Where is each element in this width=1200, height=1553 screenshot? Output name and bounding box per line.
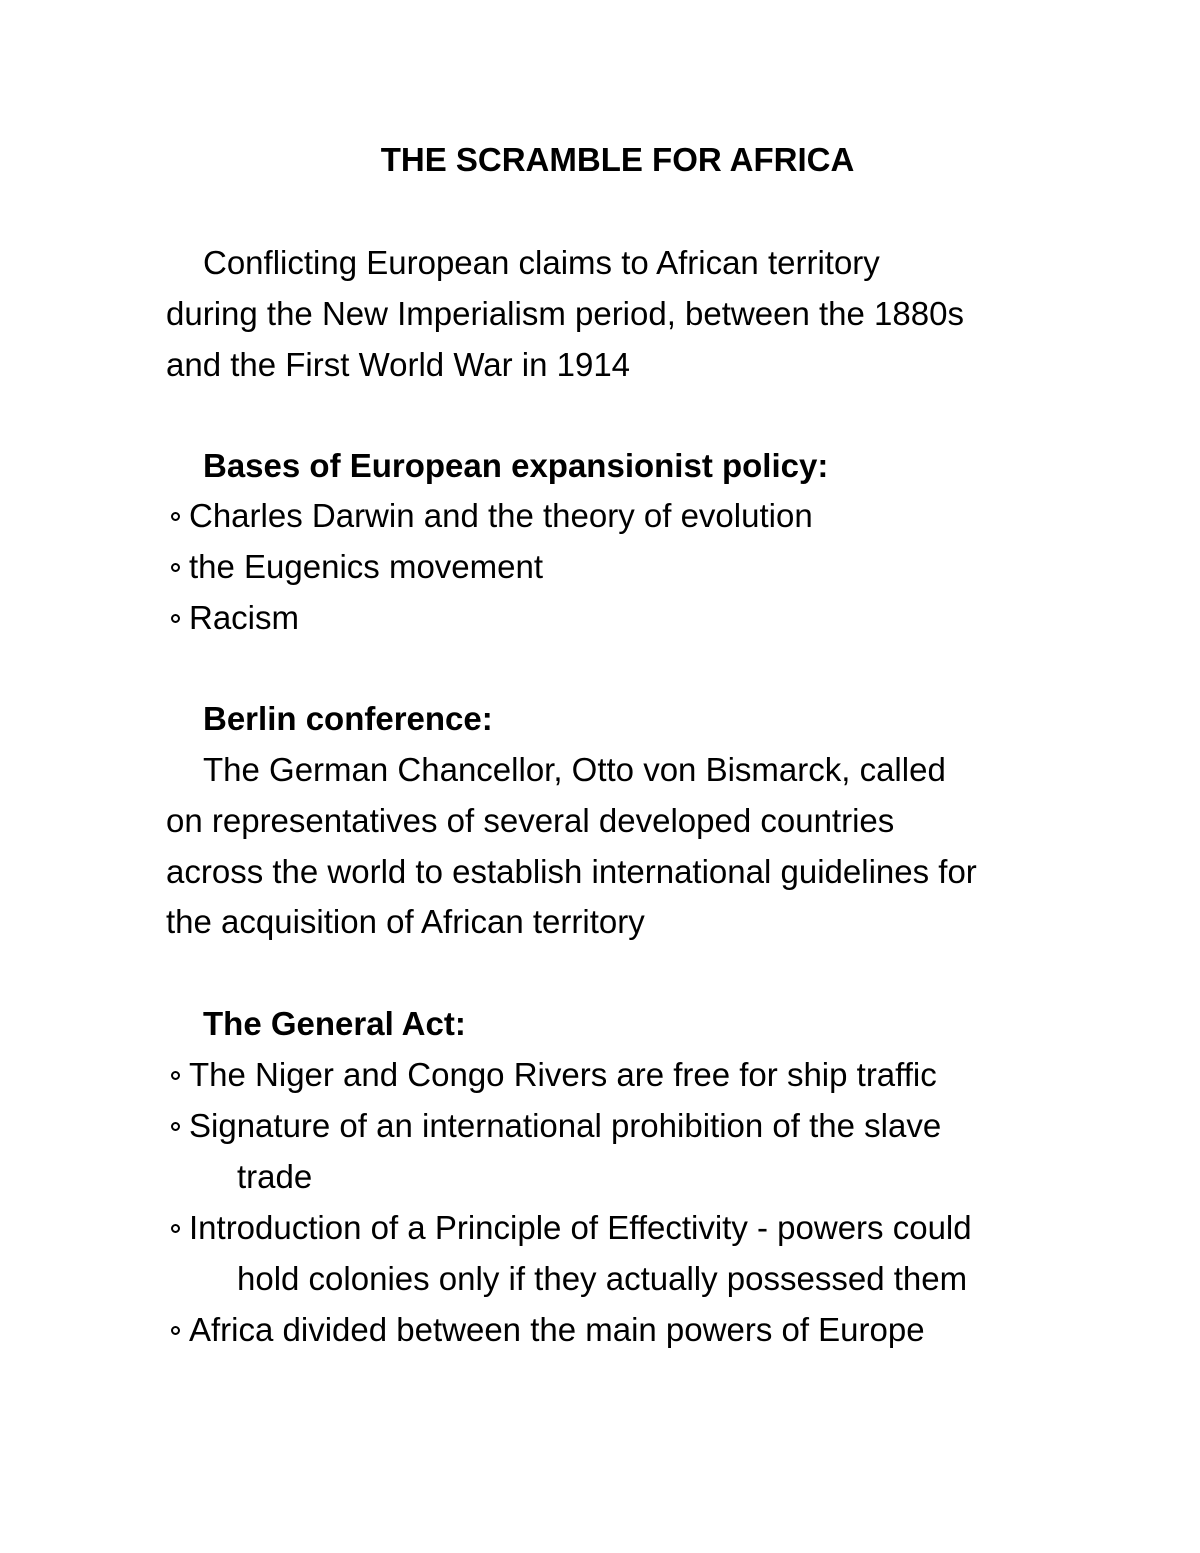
berlin-line-1: The German Chancellor, Otto von Bismarck, called	[203, 751, 946, 788]
intro-line-2: during the New Imperialism period, between the 1880s	[166, 295, 964, 332]
berlin-line-3: across the world to establish international guidelines for	[166, 853, 977, 890]
berlin-heading: Berlin conference:	[203, 700, 493, 737]
intro-line-3: and the First World War in 1914	[166, 346, 631, 383]
general-act-item-3-cont: hold colonies only if they actually possessed them	[237, 1260, 968, 1297]
general-act-item-3: Introduction of a Principle of Effectivity - powers could	[189, 1209, 972, 1246]
bullet-circle-icon	[171, 1224, 180, 1233]
bases-item-1: Charles Darwin and the theory of evolution	[189, 497, 813, 534]
berlin-line-2: on representatives of several developed countries	[166, 802, 895, 839]
bullet-circle-icon	[171, 512, 180, 521]
general-act-item-2-cont: trade	[237, 1158, 313, 1195]
general-act-item-4: Africa divided between the main powers of Europe	[189, 1311, 925, 1348]
bases-item-3: Racism	[189, 599, 300, 636]
bullet-circle-icon	[171, 1326, 180, 1335]
bases-heading: Bases of European expansionist policy:	[203, 447, 829, 484]
general-act-item-2: Signature of an international prohibition of the slave	[189, 1107, 942, 1144]
bases-item-2: the Eugenics movement	[189, 548, 544, 585]
bullet-circle-icon	[171, 1122, 180, 1131]
bullet-circle-icon	[171, 614, 180, 623]
general-act-item-1: The Niger and Congo Rivers are free for ship traffic	[189, 1056, 937, 1093]
general-act-heading: The General Act:	[203, 1005, 466, 1042]
intro-line-1: Conflicting European claims to African territory	[203, 244, 880, 281]
bullet-circle-icon	[171, 1071, 180, 1080]
berlin-line-4: the acquisition of African territory	[166, 903, 645, 940]
bullet-circle-icon	[171, 563, 180, 572]
document-title: THE SCRAMBLE FOR AFRICA	[380, 141, 855, 178]
